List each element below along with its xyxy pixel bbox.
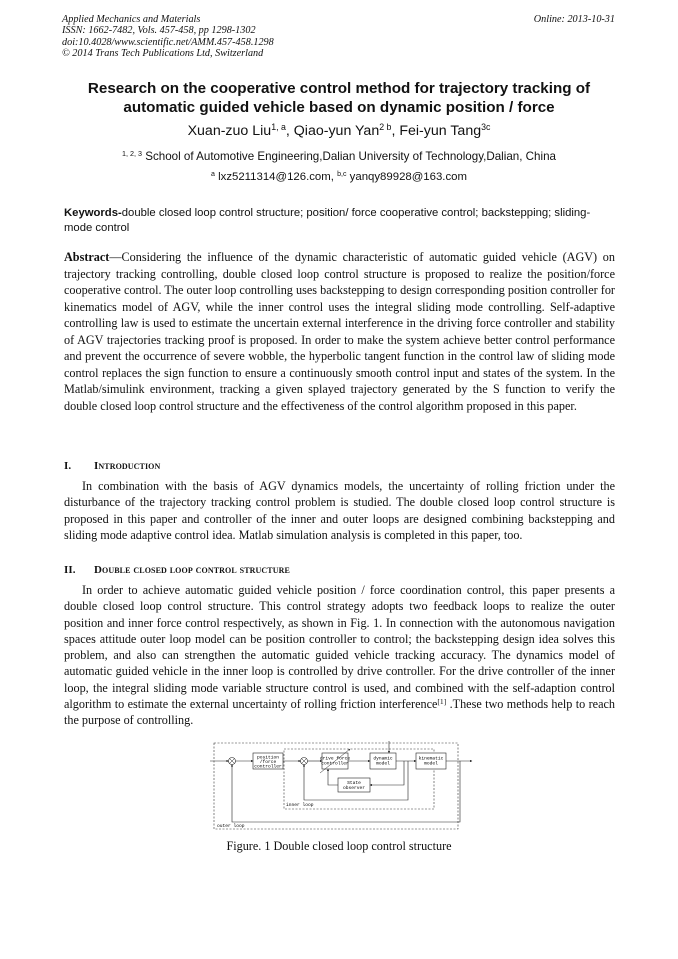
drive-ctrl-label-1: drive force xyxy=(319,756,351,762)
keywords-text: double closed loop control structure; position/ force cooperative control; backstepping; sliding-mode control xyxy=(64,207,591,234)
section-1-body: In combination with the basis of AGV dynamics models, the uncertainty of rolling friction under the disturbance of the trajectory tracking control problem is studied. The double closed loop control structure is proposed in this paper and controller of the inner and outer loops are designed combining backstepping and sliding mode adaptive control idea. Matlab simulation analysis is completed in this paper, too. xyxy=(64,479,615,542)
outer-loop-label: outer loop xyxy=(217,824,245,829)
section-2-body xyxy=(64,582,615,729)
kinematic-label-1: kinematic xyxy=(418,756,444,762)
author-3: Fei-yun Tang xyxy=(399,123,482,139)
figure-caption: Figure. 1 Double closed loop control structure xyxy=(226,839,452,853)
author-3-sup: 3c xyxy=(481,122,491,133)
position-ctrl-label-1: position xyxy=(256,755,280,761)
author-list: Xuan-zuo Liu$^{1, a}$, Qiao-yun Yan$^{2 b}$, Fei-yun Tang$^{3c}$ xyxy=(187,122,491,139)
abstract-text: —Considering the influence of the dynamic characteristic of automatic guided vehicle (AGV) on trajectory tracking controlling, double closed loop control structure is proposed to realize the position/force cooperative control. The outer loop controlling uses backstepping to design corresponding position controller for kinematics model of AGV, while the inner control uses the integral sliding mode controlling. Self-adaptive controlling law is used to estimate the uncertain external interference in the driving force controller and stability of AGV trajectories tracking proof is proposed. In order to make the system achieve better control performance and prevent the occurrence of severe wobble, the hyperbolic tangent function in the control law of sliding mode control replaces the sign function to ensure a continuously smooth control input and states of the system. In the Matlab/simulink environment, tracking a given splayed trajectory generated by the S function to verify the double closed loop control structure and the effectiveness of the control algorithm proposed in this paper. xyxy=(64,250,615,413)
affiliation-text: School of Automotive Engineering,Dalian University of Technology,Dalian, China xyxy=(142,150,556,163)
email-1-sup: a xyxy=(211,171,215,179)
abstract-label: Abstract xyxy=(64,250,110,264)
citation-1[interactable]: [1] xyxy=(437,696,447,706)
author-1: Xuan-zuo Liu xyxy=(187,123,272,139)
section-2-title: Double closed loop control structure xyxy=(94,564,290,576)
title-line-2: automatic guided vehicle based on dynamic position / force xyxy=(123,98,555,116)
doi-line: doi:10.4028/www.scientific.net/AMM.457-458.1298 xyxy=(62,36,274,48)
emails xyxy=(40,171,638,183)
observer-label-2: observer xyxy=(342,786,366,791)
observer-label-1: State xyxy=(347,781,361,786)
section-2-text: In order to achieve automatic guided vehicle position / force coordination control, this paper presents a double closed loop control structure. This control strategy adopts two feedback loops to realize the outer position and inner force control respectively, as shown in Fig. 1. In connection with the autonomous navigation spaces attitude outer loop model can be position controller to control; the backstepping design idea solves this problem, and also can strengthen the automatic guided vehicle tracking accuracy. The dynamics model of automatic guided vehicle in the inner loop is controlled by drive controller. For the drive controller of the inner loop, the integral sliding mode variable structure control is used, and combined with the self-adaption control algorithm to estimate the external uncertainty of rolling friction interference xyxy=(64,583,615,712)
journal-name: Applied Mechanics and Materials xyxy=(62,14,201,25)
position-ctrl-label-2: /force xyxy=(259,760,277,765)
abstract xyxy=(64,249,615,414)
kinematic-label-2: model xyxy=(424,761,438,767)
author-1-sup: 1, a xyxy=(271,122,286,133)
keywords-label: Keywords- xyxy=(64,207,122,219)
section-2-number: II. xyxy=(64,564,76,576)
dynamic-label-2: model xyxy=(376,761,390,767)
affiliation xyxy=(40,150,638,163)
section-2-text-end: .These two methods help to reach the purpose of controlling. xyxy=(64,697,615,728)
issn-line: ISSN: 1662-7482, Vols. 457-458, pp 1298-1302 xyxy=(62,25,256,37)
dynamic-label-1: dynamic xyxy=(373,756,393,762)
copyright-line: © 2014 Trans Tech Publications Ltd, Switzerland xyxy=(62,48,264,60)
paper-title xyxy=(40,80,638,117)
email-2[interactable]: yanqy89928@163.com xyxy=(346,171,467,183)
section-2-heading xyxy=(64,564,290,576)
drive-ctrl-label-2: controller xyxy=(321,761,349,767)
journal-header xyxy=(62,14,274,60)
email-1[interactable]: lxz5211314@126.com, xyxy=(214,171,338,183)
section-1-heading xyxy=(64,460,160,472)
inner-loop-label: inner loop xyxy=(286,803,314,808)
control-structure-diagram xyxy=(210,740,478,836)
section-1-number: I. xyxy=(64,460,72,472)
author-2: Qiao-yun Yan xyxy=(293,123,380,139)
keywords xyxy=(64,206,615,235)
author-2-sup: 2 b xyxy=(379,122,392,133)
position-ctrl-label-3: controller xyxy=(254,764,282,770)
email-2-sup: b,c xyxy=(337,171,347,179)
affiliation-sup: 1, 2, 3 xyxy=(122,149,142,159)
online-date: Online: 2013-10-31 xyxy=(533,14,615,25)
section-1-title: Introduction xyxy=(94,460,161,472)
title-line-1: Research on the cooperative control method for trajectory tracking of xyxy=(87,80,591,97)
